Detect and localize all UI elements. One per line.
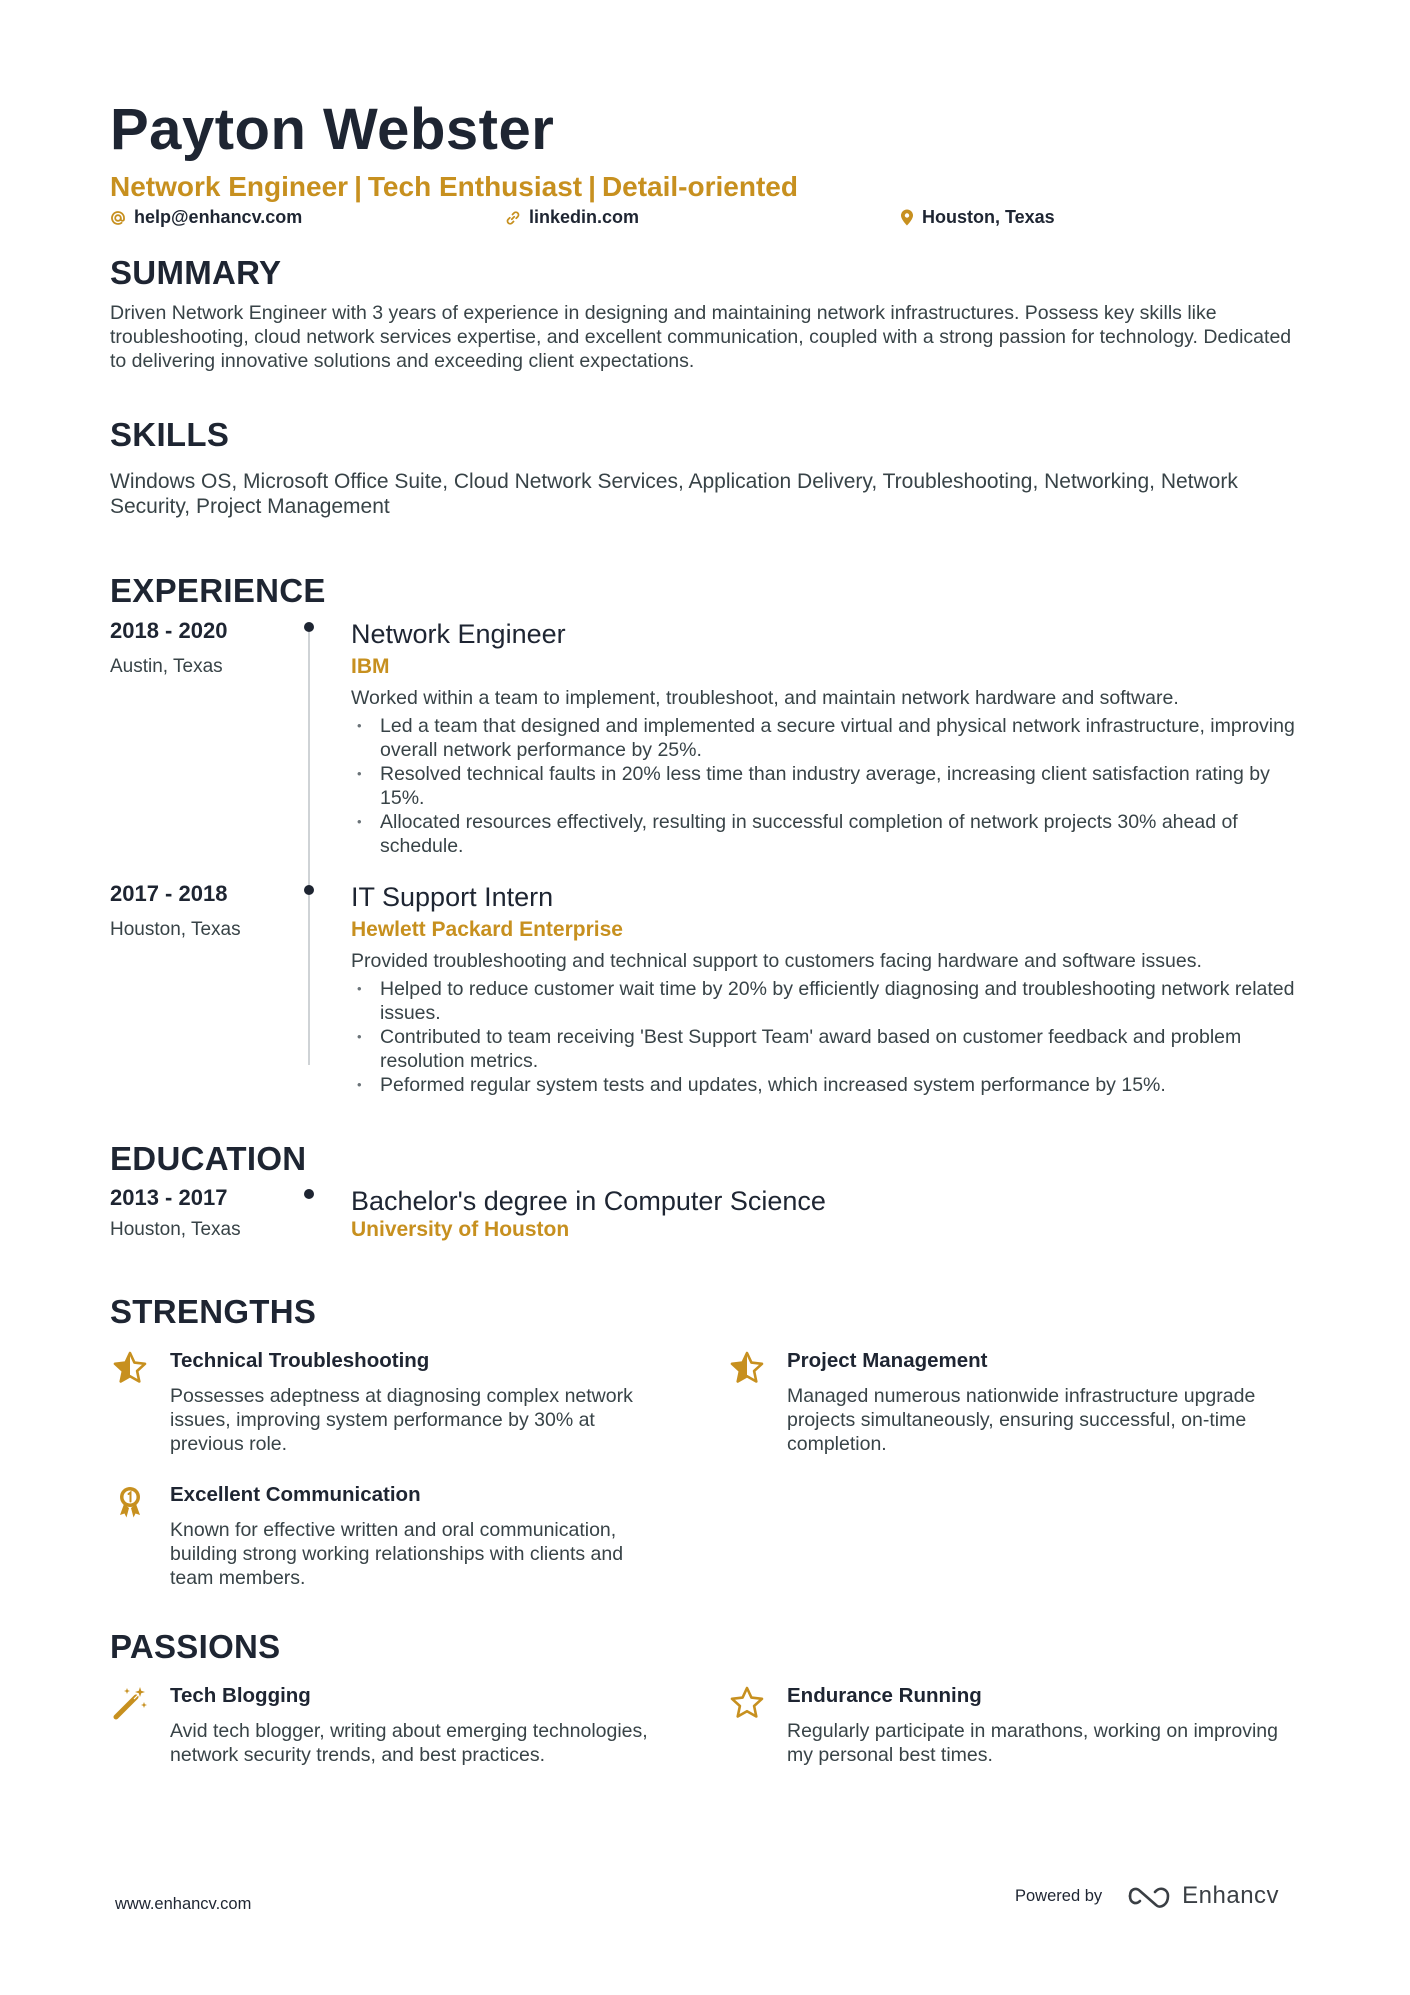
tagline-role: Network Engineer xyxy=(110,171,349,202)
strengths-section xyxy=(110,1292,1305,1332)
star-half-icon xyxy=(727,1348,767,1388)
resume-page xyxy=(110,95,1305,1766)
contact-linkedin[interactable] xyxy=(505,207,639,228)
entry-location: Houston, Texas xyxy=(110,1219,241,1240)
summary-section xyxy=(110,253,1305,373)
passion-title: Tech Blogging xyxy=(170,1684,311,1707)
powered-by-label: Powered by xyxy=(1015,1886,1103,1905)
bullet-item: • Resolved technical faults in 20% less time than industry average, increasing client satisfaction rating by 15%. xyxy=(351,762,1306,810)
entry-dates: 2018 - 2020 xyxy=(110,618,228,643)
entry-company: Hewlett Packard Enterprise xyxy=(351,918,623,941)
tagline-trait: Detail-oriented xyxy=(601,171,798,202)
entry-role: Network Engineer xyxy=(351,619,566,649)
school-name: University of Houston xyxy=(351,1218,570,1241)
star-outline-icon xyxy=(727,1683,767,1723)
location-pin-icon xyxy=(900,209,914,226)
tagline xyxy=(110,169,1305,205)
bullet-item: • Allocated resources effectively, resulting in successful completion of network projects 30% ahead of schedule. xyxy=(351,810,1306,858)
passions-section xyxy=(110,1627,1305,1667)
bullet-item: • Led a team that designed and implemented a secure virtual and physical network infrastructure, improving overall network performance by 25%. xyxy=(351,714,1306,762)
entry-description: Provided troubleshooting and technical support to customers facing hardware and software issues. xyxy=(351,950,1202,972)
strength-description: Possesses adeptness at diagnosing complex network issues, improving system performance by 30% at previous role. xyxy=(170,1385,633,1455)
timeline-dot xyxy=(304,622,314,632)
award-medal-icon xyxy=(110,1482,150,1522)
linkedin-text: linkedin.com xyxy=(529,207,640,227)
strengths-title: STRENGTHS xyxy=(110,1293,317,1330)
entry-bullets xyxy=(351,977,1306,1097)
strength-title: Project Management xyxy=(787,1349,988,1372)
entry-location: Houston, Texas xyxy=(110,919,241,940)
entry-content xyxy=(351,618,1306,858)
timeline-line xyxy=(308,895,310,1065)
passions-title: PASSIONS xyxy=(110,1628,281,1665)
candidate-name: Payton Webster xyxy=(110,97,555,162)
contact-email[interactable] xyxy=(110,207,302,228)
passion-description: Avid tech blogger, writing about emerging technologies, network security trends, and best practices. xyxy=(170,1720,648,1766)
skills-section xyxy=(110,415,1305,519)
footer-branding xyxy=(1015,1882,1279,1910)
entry-content xyxy=(351,1185,1306,1243)
footer-website-link[interactable]: www.enhancv.com xyxy=(115,1895,252,1913)
timeline-dot xyxy=(304,1189,314,1199)
link-icon xyxy=(505,210,521,226)
education-title: EDUCATION xyxy=(110,1140,307,1177)
contact-bar xyxy=(110,207,1305,237)
tagline-interest: Tech Enthusiast xyxy=(367,171,583,202)
entry-bullets xyxy=(351,714,1306,858)
contact-location xyxy=(900,207,1055,228)
at-icon xyxy=(110,210,126,226)
strength-title: Excellent Communication xyxy=(170,1483,421,1506)
experience-title: EXPERIENCE xyxy=(110,572,326,609)
enhancv-logo-icon[interactable] xyxy=(1126,1883,1172,1909)
bullet-item: • Contributed to team receiving 'Best Support Team' award based on customer feedback and problem resolution metrics. xyxy=(351,1025,1306,1073)
skills-text: Windows OS, Microsoft Office Suite, Cloud Network Services, Application Delivery, Troubleshooting, Networking, Network Security, Project Management xyxy=(110,470,1238,518)
skills-title: SKILLS xyxy=(110,416,230,453)
passion-title: Endurance Running xyxy=(787,1684,982,1707)
entry-dates: 2017 - 2018 xyxy=(110,881,228,906)
email-text: help@enhancv.com xyxy=(134,207,303,227)
timeline-dot xyxy=(304,885,314,895)
star-half-icon xyxy=(110,1348,150,1388)
entry-content xyxy=(351,881,1306,1097)
timeline-line xyxy=(308,632,310,888)
bullet-item: • Helped to reduce customer wait time by 20% by efficiently diagnosing and troubleshooting network related issues. xyxy=(351,977,1306,1025)
enhancv-brand-text: Enhancv xyxy=(1182,1882,1280,1909)
experience-section xyxy=(110,571,1305,611)
location-text: Houston, Texas xyxy=(922,207,1055,227)
magic-wand-icon xyxy=(110,1683,150,1723)
education-section xyxy=(110,1139,1305,1179)
summary-text: Driven Network Engineer with 3 years of experience in designing and maintaining network infrastructures. Possess key skills like troubleshooting, cloud network services expertise, and excellent communication, coupled with a strong passion for technology. Dedicated to delivering innovative solutions and exceeding client expectations. xyxy=(110,302,1292,372)
entry-location: Austin, Texas xyxy=(110,656,223,677)
strength-title: Technical Troubleshooting xyxy=(170,1349,430,1372)
entry-dates: 2013 - 2017 xyxy=(110,1185,228,1210)
bullet-item: • Peformed regular system tests and updates, which increased system performance by 15%. xyxy=(351,1073,1306,1097)
passion-description: Regularly participate in marathons, working on improving my personal best times. xyxy=(787,1720,1278,1766)
degree-title: Bachelor's degree in Computer Science xyxy=(351,1186,826,1216)
summary-title: SUMMARY xyxy=(110,254,282,291)
entry-description: Worked within a team to implement, troubleshoot, and maintain network hardware and software. xyxy=(351,687,1179,709)
tagline-separator: | xyxy=(354,171,362,202)
entry-company: IBM xyxy=(351,655,390,678)
tagline-separator: | xyxy=(588,171,596,202)
strength-description: Known for effective written and oral communication, building strong working relationships with clients and team members. xyxy=(170,1519,624,1589)
strength-description: Managed numerous nationwide infrastructure upgrade projects simultaneously, ensuring successful, on-time completion. xyxy=(787,1385,1256,1455)
entry-role: IT Support Intern xyxy=(351,882,554,912)
